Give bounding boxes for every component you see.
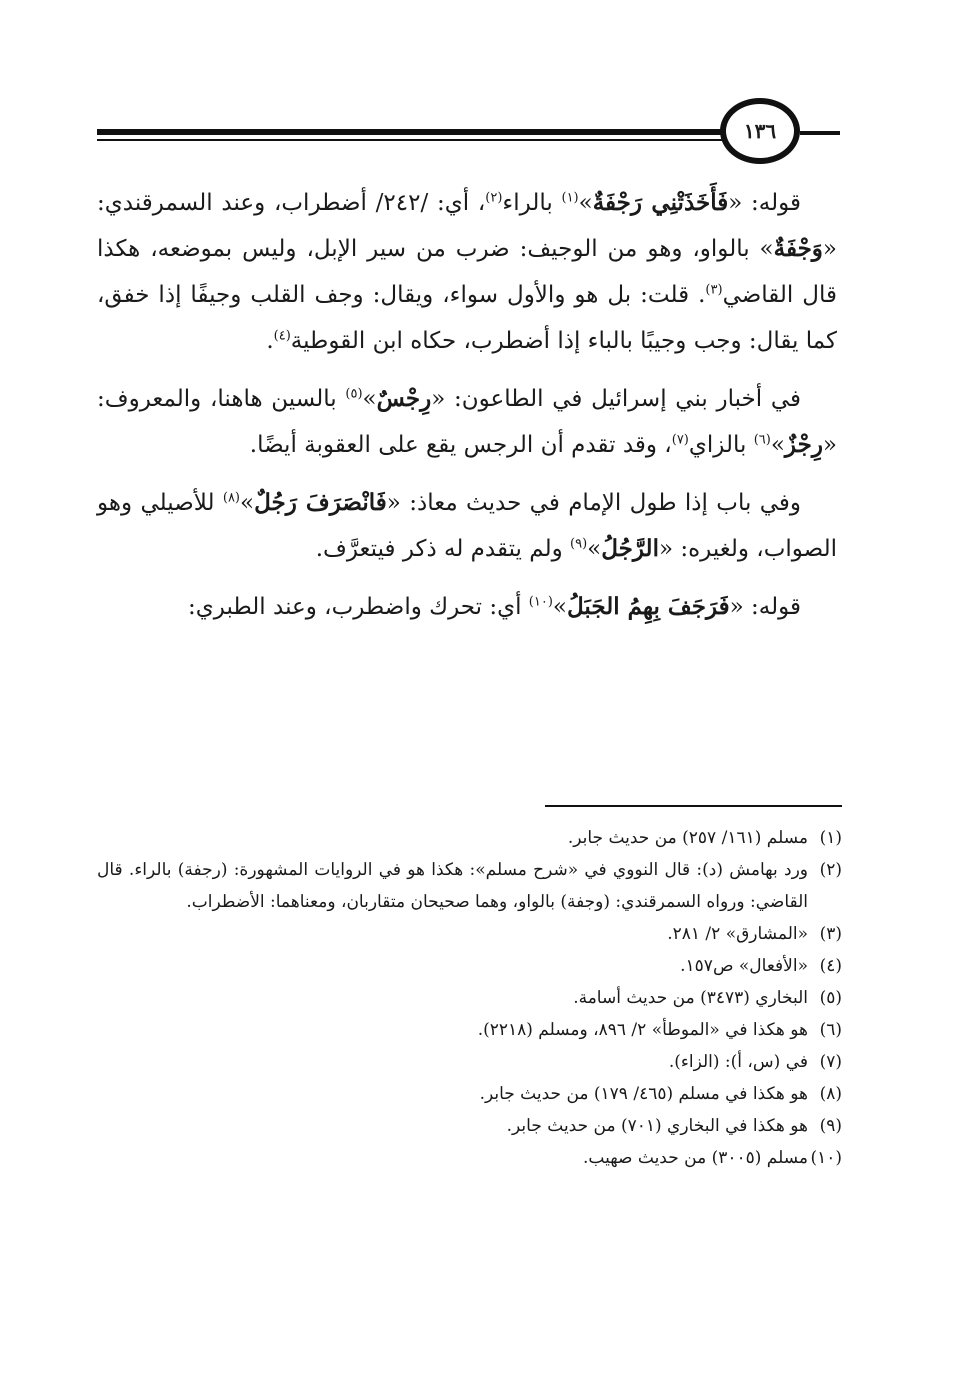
text-run: بالزاي — [688, 432, 754, 458]
text-run: » — [578, 190, 593, 216]
text-run: وفي باب إذا طول الإمام في حديث معاذ: « — [386, 490, 802, 516]
footnote-number: (٢) — [819, 860, 842, 880]
footnote-ref[interactable]: (٢) — [485, 190, 503, 206]
footnote-item — [97, 1046, 842, 1078]
footnote-number: (٧) — [819, 1052, 842, 1072]
footnote-text: في (س، أ): (الزاء). — [668, 1052, 808, 1072]
footnote-item — [97, 982, 842, 1014]
footnote-text: البخاري (٣٤٧٣) من حديث أسامة. — [573, 988, 808, 1008]
footnote-item — [97, 1110, 842, 1142]
text-run: » بالواو، وهو من الوجيف: ضرب من سير الإبل، وليس بموضعه، هكذا قال القاضي — [97, 236, 837, 308]
footnote-number: (١) — [819, 828, 842, 848]
text-run: » — [362, 386, 377, 412]
text-run: بالسين هاهنا، والمعروف: « — [97, 386, 837, 458]
footnote-text: هو هكذا في «الموطأ» ٢/ ٨٩٦، ومسلم (٢٢١٨). — [477, 1020, 808, 1040]
footnote-ref[interactable]: (١٠) — [528, 594, 553, 610]
quoted-term: الرَّجُلُ — [601, 535, 659, 562]
paragraph — [97, 180, 837, 364]
footnote-text: «الأفعال» ص١٥٧. — [680, 956, 808, 976]
footnote-number: (٣) — [819, 924, 842, 944]
quoted-term: فَرَجَفَ بِهِمُ الجَبَلُ — [567, 593, 730, 620]
footnote-ref[interactable]: (٩) — [570, 536, 588, 552]
text-run: . — [266, 328, 274, 354]
text-run: ولم يتقدم له ذكر فيتعرَّف. — [315, 536, 571, 562]
footnote-number: (١٠) — [810, 1148, 842, 1168]
text-run: في أخبار بني إسرائيل في الطاعون: « — [431, 386, 802, 412]
footnote-ref[interactable]: (٤) — [273, 328, 291, 344]
page-number: ١٣٦ — [743, 119, 777, 143]
footnote-text: ورد بهامش (د): قال النووي في «شرح مسلم»: هكذا هو في الروايات المشهورة: (رجفة) بالراء. قال القاضي: ورواه السمرقندي: (وجفة) بالواو، وهما صحيحان متقاربان، ومعناهما: الأضطراب. — [97, 860, 808, 912]
text-run: للأصيلي وهو الصواب، ولغيره: « — [97, 490, 837, 562]
footnote-item — [97, 918, 842, 950]
text-run: بالراء — [502, 190, 562, 216]
footnote-number: (٨) — [819, 1084, 842, 1104]
text-run: قوله: « — [729, 594, 801, 620]
footnotes — [97, 822, 842, 1174]
footnote-item — [97, 854, 842, 918]
footnote-ref[interactable]: (٦) — [753, 432, 771, 448]
quoted-term: رِجْزٌ — [784, 431, 823, 458]
paragraph — [97, 584, 837, 630]
text-run: » — [770, 432, 785, 458]
text-run: أي: تحرك واضطرب، وعند الطبري: — [188, 594, 529, 620]
footnote-divider — [545, 805, 842, 807]
text-run: قوله: « — [728, 190, 802, 216]
quoted-term: رِجْسٌ — [376, 385, 432, 412]
footnote-ref[interactable]: (٣) — [705, 282, 723, 298]
header-rule-thin — [97, 139, 735, 141]
header-rule-thick — [97, 129, 735, 135]
text-run: ، أي: /٢٤٢/ أضطراب، وعند السمرقندي: « — [97, 190, 837, 262]
footnote-text: «المشارق» ٢/ ٢٨١. — [667, 924, 808, 944]
text-run: » — [552, 594, 567, 620]
paragraph — [97, 480, 837, 572]
quoted-term: وَجْفَةٌ — [773, 235, 823, 262]
text-run: » — [240, 490, 255, 516]
quoted-term: فَأَخَذَتْنِي رَجْفَةٌ — [592, 189, 729, 216]
footnote-item — [97, 1014, 842, 1046]
footnote-text: مسلم (١٦١/ ٢٥٧) من حديث جابر. — [567, 828, 808, 848]
footnote-ref[interactable]: (١) — [561, 190, 579, 206]
footnote-text: هو هكذا في البخاري (٧٠١) من حديث جابر. — [506, 1116, 808, 1136]
footnote-item — [97, 950, 842, 982]
footnote-item — [97, 1142, 842, 1174]
text-run: ، وقد تقدم أن الرجس يقع على العقوبة أيضًا. — [249, 432, 672, 458]
page-number-badge — [720, 98, 800, 164]
quoted-term: فَانْصَرَفَ رَجُلٌ — [254, 489, 387, 516]
footnote-item — [97, 822, 842, 854]
footnote-number: (٤) — [819, 956, 842, 976]
footnote-item — [97, 1078, 842, 1110]
footnote-number: (٩) — [819, 1116, 842, 1136]
footnote-ref[interactable]: (٥) — [345, 386, 363, 402]
footnote-ref[interactable]: (٨) — [222, 490, 240, 506]
footnote-text: مسلم (٣٠٠٥) من حديث صهيب. — [582, 1148, 808, 1168]
header-rule-right — [800, 131, 840, 135]
footnote-number: (٥) — [819, 988, 842, 1008]
paragraph — [97, 376, 837, 468]
main-text — [97, 180, 837, 642]
page-header — [0, 0, 955, 180]
footnote-number: (٦) — [819, 1020, 842, 1040]
footnote-text: هو هكذا في مسلم (٤٦٥/ ١٧٩) من حديث جابر. — [479, 1084, 808, 1104]
text-run: » — [587, 536, 602, 562]
footnote-ref[interactable]: (٧) — [671, 432, 689, 448]
text-run: . قلت: بل هو والأول سواء، ويقال: وجف القلب وجيفًا إذا خفق، كما يقال: وجب وجيبًا بالباء إذا أضطرب، حكاه ابن القوطية — [97, 282, 837, 354]
